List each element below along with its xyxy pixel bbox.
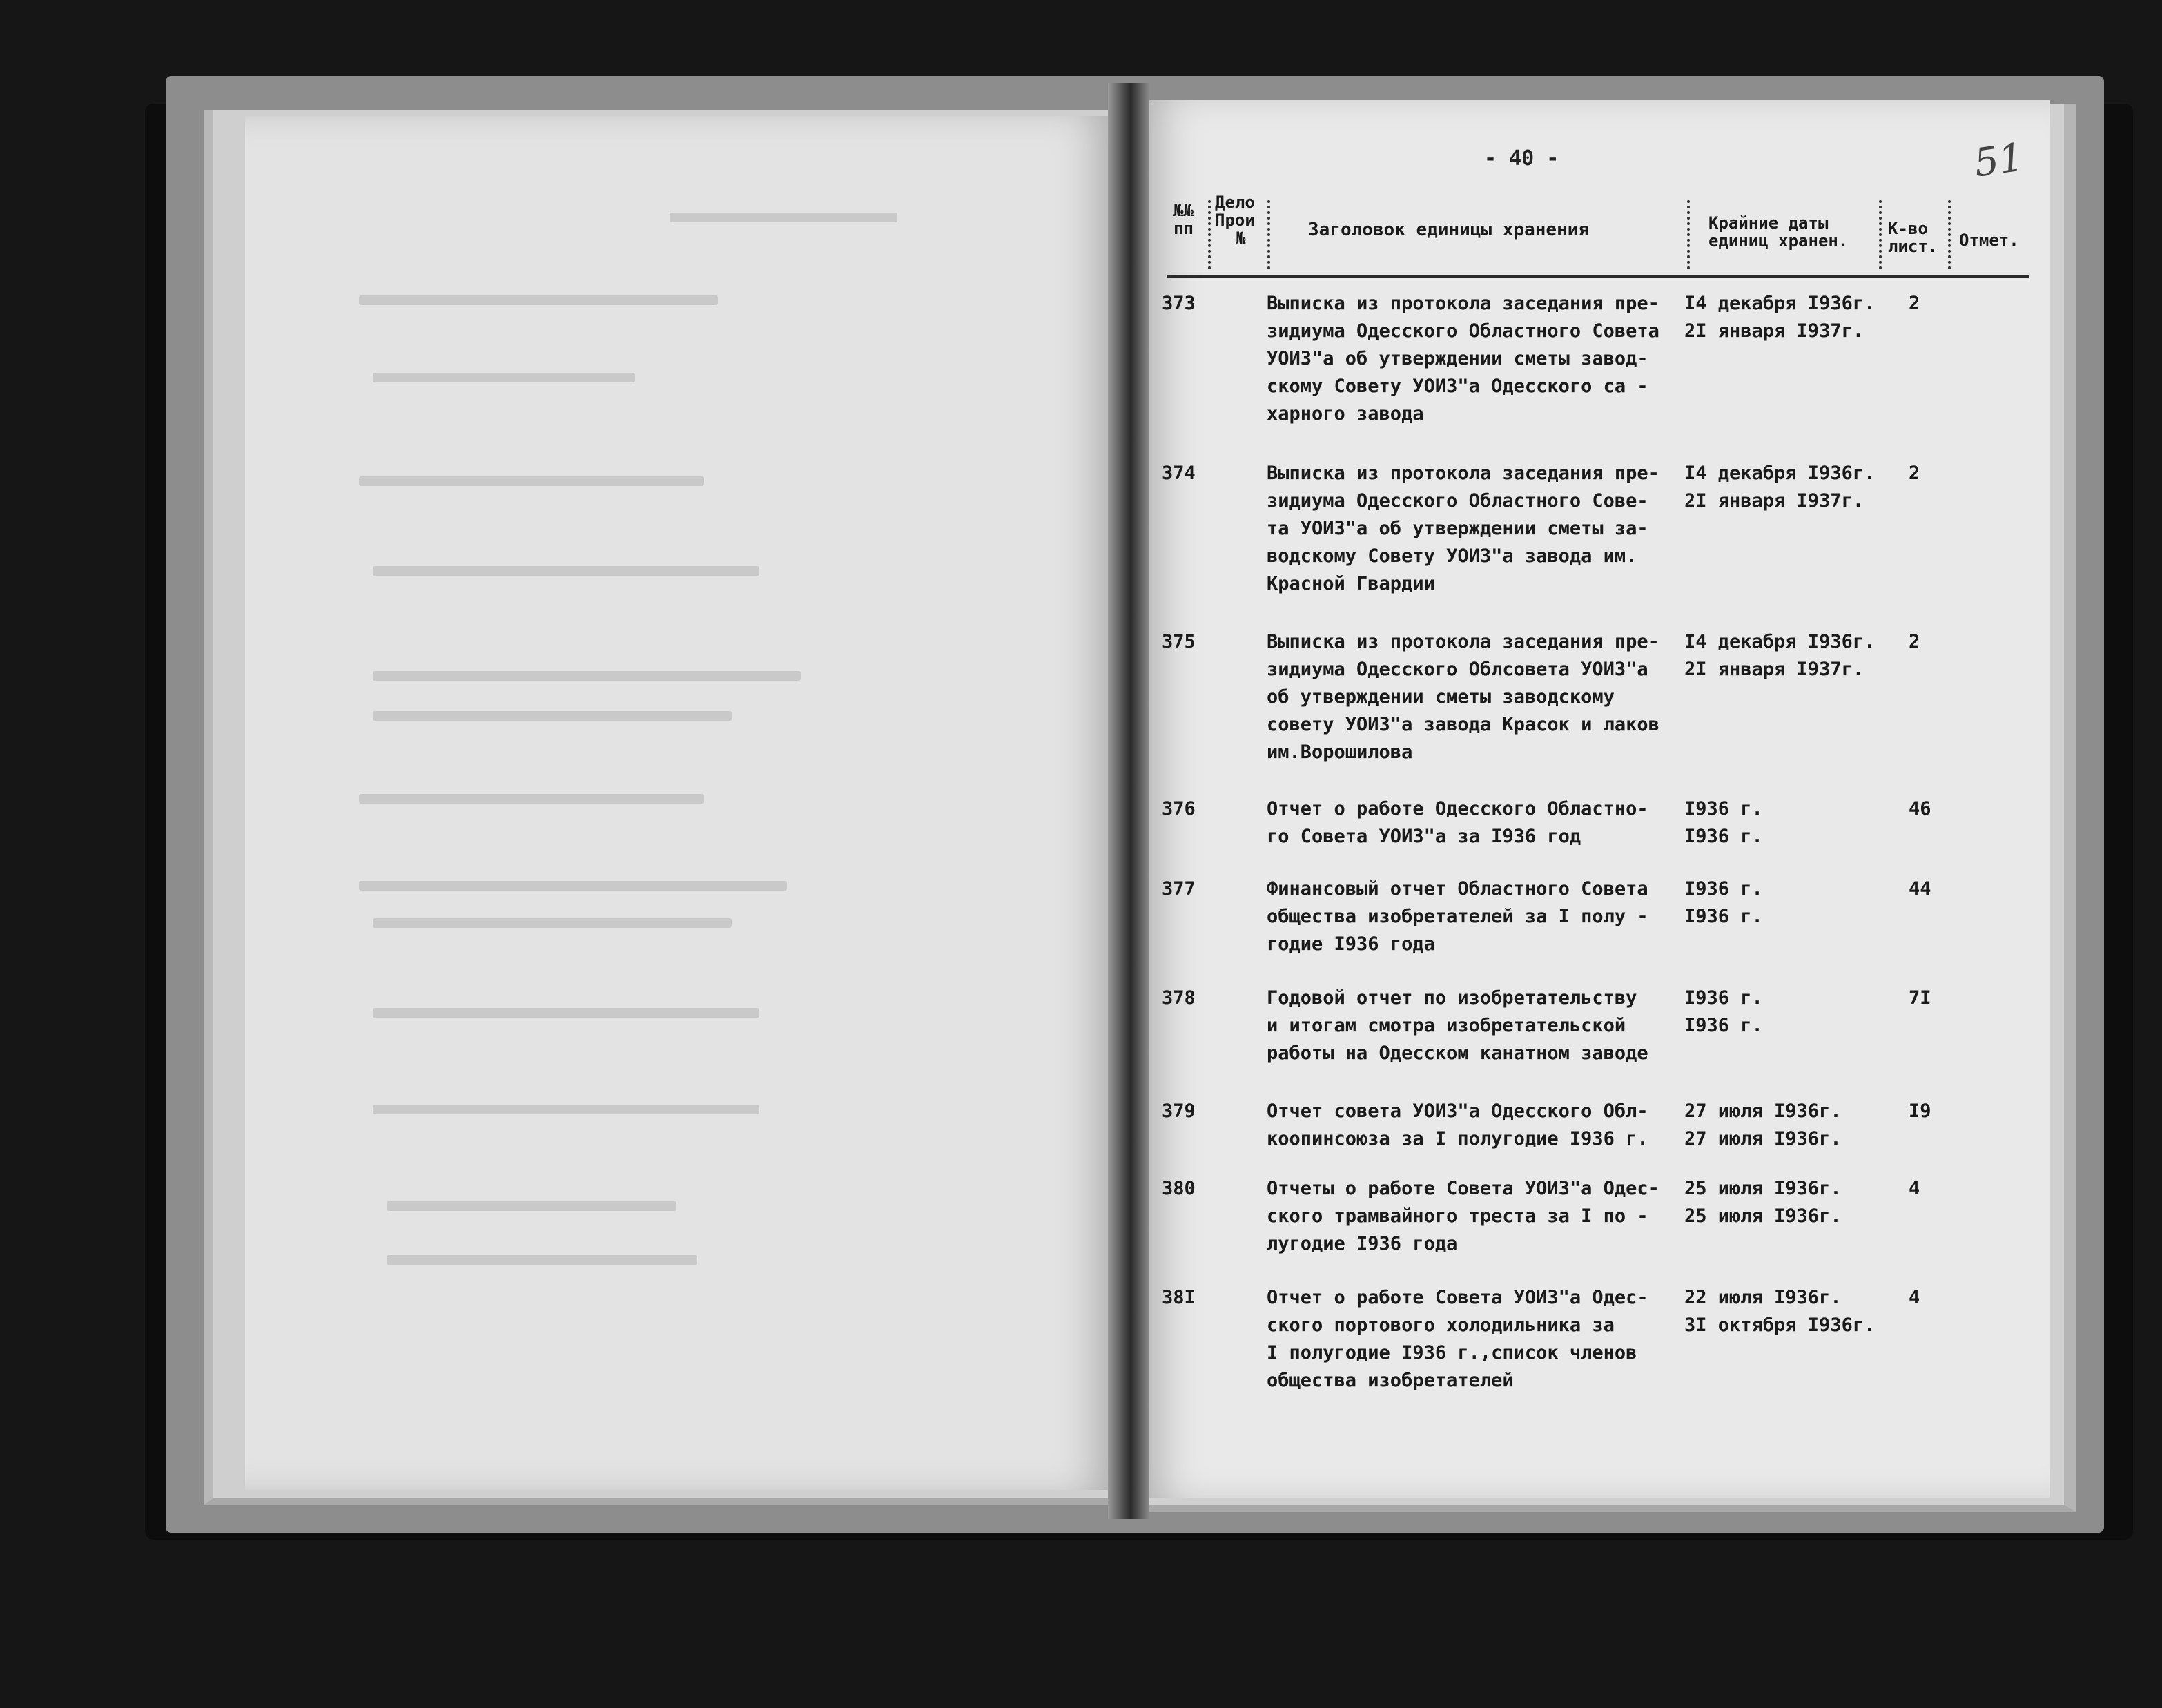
- record-sheet-count: 4: [1909, 1178, 1920, 1199]
- record-sheet-count: 2: [1909, 631, 1920, 652]
- record-title: Выписка из протокола заседания пре- зидиума Одесского Областного Совета УОИЗ"а об утверждении сметы завод- скому Совету УОИЗ"а Одесского са - харного завода: [1267, 293, 1659, 425]
- record-number: 376: [1162, 798, 1196, 819]
- record-title: Финансовый отчет Областного Совета общества изобретателей за I полу - годие I936 года: [1267, 878, 1648, 955]
- record-title: Отчет совета УОИЗ"а Одесского Обл- коопинсоюза за I полугодие I936 г.: [1267, 1100, 1648, 1149]
- header-dates-line-1: Крайние даты: [1708, 213, 1829, 233]
- record-sheet-count: I9: [1909, 1100, 1931, 1122]
- record-number: 375: [1162, 631, 1196, 652]
- header-title: Заголовок единицы хранения: [1308, 220, 1589, 240]
- record-number: 378: [1162, 987, 1196, 1009]
- record-dates: I4 декабря I936г. 2I января I937г.: [1684, 463, 1876, 512]
- record-title: Отчет о работе Одесского Областно- го Совета УОИЗ"а за I936 год: [1267, 798, 1648, 847]
- header-num-line-2: пп: [1173, 219, 1194, 238]
- record-number: 373: [1162, 293, 1196, 314]
- header-sheets-line-1: К-во: [1888, 219, 1928, 238]
- record-dates: 22 июля I936г. 3I октября I936г.: [1684, 1287, 1876, 1336]
- header-case: [1215, 193, 1255, 247]
- header-num: [1173, 202, 1194, 237]
- page-number: - 40 -: [1484, 146, 1559, 171]
- header-rule: [1167, 275, 2029, 278]
- record-sheet-count: 2: [1909, 293, 1920, 314]
- column-separator: [1267, 200, 1270, 269]
- column-separator: [1948, 200, 1951, 269]
- record-dates: 27 июля I936г. 27 июля I936г.: [1684, 1100, 1842, 1149]
- header-sheets: [1888, 220, 1938, 255]
- record-dates: I4 декабря I936г. 2I января I937г.: [1684, 631, 1876, 680]
- record-number: 374: [1162, 463, 1196, 484]
- record-title: Выписка из протокола заседания пре- зидиума Одесского Областного Сове- та УОИЗ"а об утверждении сметы за- водскому Совету УОИЗ"а завода им. Красной Гвардии: [1267, 463, 1659, 594]
- record-dates: I936 г. I936 г.: [1684, 798, 1763, 847]
- column-separator: [1879, 200, 1882, 269]
- handwritten-folio-number: 51: [1971, 135, 2027, 186]
- record-title: Выписка из протокола заседания пре- зидиума Одесского Облсовета УОИЗ"а об утверждении сметы заводскому совету УОИЗ"а завода Красок и лаков им.Ворошилова: [1267, 631, 1659, 763]
- record-dates: I936 г. I936 г.: [1684, 987, 1763, 1036]
- header-dates-line-2: единиц хранен.: [1708, 231, 1849, 251]
- column-separator: [1687, 200, 1690, 269]
- header-case-line-3: №: [1236, 229, 1246, 248]
- record-number: 380: [1162, 1178, 1196, 1199]
- record-title: Годовой отчет по изобретательству и итогам смотра изобретательской работы на Одесском канатном заводе: [1267, 987, 1648, 1064]
- record-title: Отчеты о работе Совета УОИЗ"а Одес- ского трамвайного треста за I по - лугодие I936 года: [1267, 1178, 1659, 1254]
- column-separator: [1208, 200, 1211, 269]
- record-sheet-count: 2: [1909, 463, 1920, 484]
- header-num-line-1: №№: [1173, 201, 1194, 220]
- record-title: Отчет о работе Совета УОИЗ"а Одес- ского портового холодильника за I полугодие I936 г.,список членов общества изобретателей: [1267, 1287, 1648, 1391]
- record-number: 38I: [1162, 1287, 1196, 1308]
- header-case-line-2: Прои: [1215, 211, 1255, 230]
- record-sheet-count: 44: [1909, 878, 1931, 900]
- record-number: 377: [1162, 878, 1196, 900]
- record-sheet-count: 7I: [1909, 987, 1931, 1009]
- record-dates: I936 г. I936 г.: [1684, 878, 1763, 927]
- record-sheet-count: 46: [1909, 798, 1931, 819]
- header-case-line-1: Дело: [1215, 193, 1255, 212]
- header-sheets-line-2: лист.: [1888, 237, 1938, 256]
- book-gutter: [1108, 83, 1149, 1519]
- header-note: Отмет.: [1959, 231, 2019, 250]
- header-dates: [1708, 214, 1848, 250]
- record-dates: I4 декабря I936г. 2I января I937г.: [1684, 293, 1876, 342]
- record-dates: 25 июля I936г. 25 июля I936г.: [1684, 1178, 1842, 1227]
- record-sheet-count: 4: [1909, 1287, 1920, 1308]
- record-number: 379: [1162, 1100, 1196, 1122]
